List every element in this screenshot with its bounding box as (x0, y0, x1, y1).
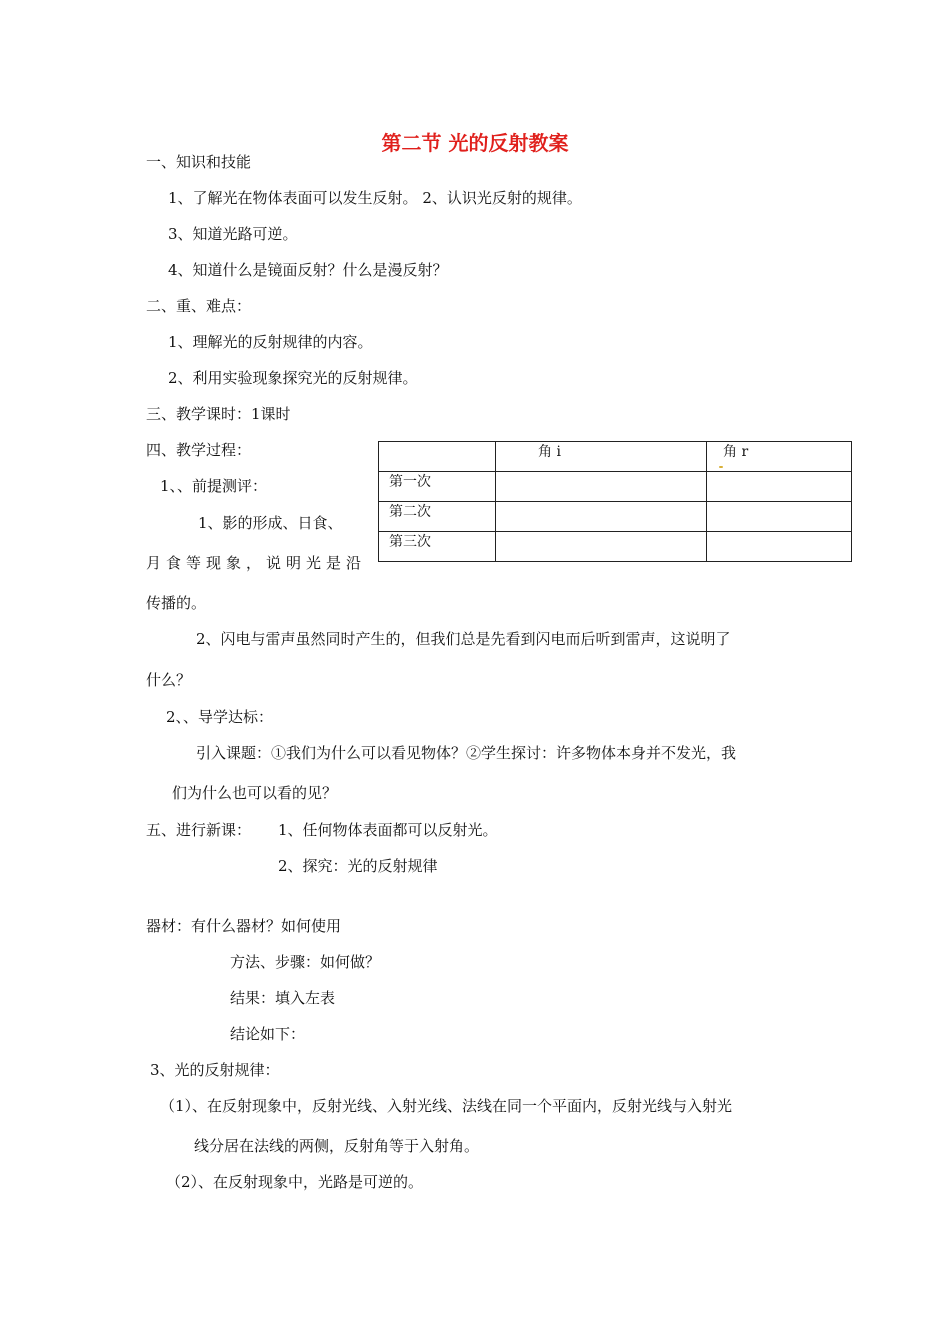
table-cell: 第二次 (379, 502, 496, 532)
section-heading-class-hours: 三、教学课时：1课时 (146, 405, 291, 423)
new-lesson-item: 2、探究：光的反射规律 (278, 857, 438, 875)
section-heading-new-lesson: 五、进行新课： (146, 821, 252, 839)
table-header-cell (707, 442, 852, 472)
pretest-question-1: 1、影的形成、日食、 (198, 514, 343, 532)
angle-r-label: 角 r (723, 444, 749, 460)
new-lesson-item: 1、任何物体表面都可以反射光。 (278, 821, 498, 839)
table-row (379, 532, 852, 562)
table-row (379, 502, 852, 532)
subsection-guided-learning: 2、、导学达标： (166, 708, 274, 726)
conclusion-line: 结论如下： (230, 1025, 306, 1043)
pretest-question-1: 月食等现象，说明光是沿 (146, 554, 367, 572)
table-header-cell: 角 i (496, 442, 707, 472)
method-line: 方法、步骤：如何做？ (230, 953, 381, 971)
equipment-line: 器材：有什么器材？如何使用 (146, 917, 342, 935)
table-row (379, 472, 852, 502)
reflection-law-1: （1）、在反射现象中，反射光线、入射光线、法线在同一个平面内，反射光线与入射光 (160, 1097, 733, 1115)
table-cell (496, 532, 707, 562)
result-line: 结果：填入左表 (230, 989, 336, 1007)
section-heading-knowledge: 一、知识和技能 (146, 153, 252, 171)
table-cell (707, 502, 852, 532)
subsection-pretest: 1、、前提测评： (160, 477, 268, 495)
table-cell (496, 502, 707, 532)
objective-item: 1、了解光在物体表面可以发生反射。 2、认识光反射的规律。 (168, 189, 582, 207)
table-header-cell (379, 442, 496, 472)
annotation-mark (719, 452, 723, 456)
table-cell: 第三次 (379, 532, 496, 562)
table-cell: 第一次 (379, 472, 496, 502)
intro-topic: 引入课题：①我们为什么可以看见物体？②学生探讨：许多物体本身并不发光，我 (196, 744, 737, 762)
document-title: 第二节 光的反射教案 (381, 131, 569, 155)
section-heading-teaching-process: 四、教学过程： (146, 441, 252, 459)
key-point-item: 2、利用实验现象探究光的反射规律。 (168, 369, 418, 387)
objective-item: 3、知道光路可逆。 (168, 225, 298, 243)
table-cell (496, 472, 707, 502)
pretest-question-2: 什么？ (146, 671, 192, 689)
angle-record-table (378, 441, 852, 562)
reflection-law-1: 线分居在法线的两侧，反射角等于入射角。 (194, 1137, 480, 1155)
table-cell (707, 472, 852, 502)
intro-topic: 们为什么也可以看的见？ (172, 784, 338, 802)
table-cell (707, 532, 852, 562)
objective-item: 4、知道什么是镜面反射？什么是漫反射？ (168, 261, 448, 279)
key-point-item: 1、理解光的反射规律的内容。 (168, 333, 373, 351)
pretest-question-1: 传播的。 (146, 594, 207, 612)
pretest-question-2: 2、闪电与雷声虽然同时产生的，但我们总是先看到闪电而后听到雷声，这说明了 (196, 630, 731, 648)
table-header-row (379, 442, 852, 472)
reflection-law-heading: 3、光的反射规律： (150, 1061, 280, 1079)
section-heading-key-points: 二、重、难点： (146, 297, 252, 315)
reflection-law-2: （2）、在反射现象中，光路是可逆的。 (166, 1173, 424, 1191)
